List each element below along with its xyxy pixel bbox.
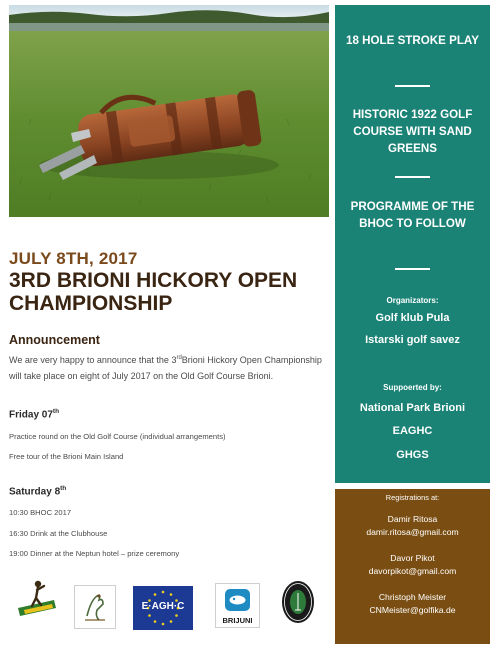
contact-email[interactable]: CNMeister@golfika.de bbox=[369, 605, 456, 615]
supporters-label: Suppoerted by: bbox=[383, 383, 442, 392]
eaghc-logo-text: E·AGH·C bbox=[141, 601, 185, 612]
organizers-label: Organizators: bbox=[386, 296, 439, 305]
saturday-item: 10:30 BHOC 2017 bbox=[9, 508, 72, 517]
saturday-item: 16:30 Drink at the Clubhouse bbox=[9, 529, 108, 538]
organizer-name: Istarski golf savez bbox=[365, 334, 460, 346]
divider bbox=[395, 268, 430, 270]
contact-email[interactable]: damir.ritosa@gmail.com bbox=[366, 527, 459, 537]
event-title: 3RD BRIONI HICKORY OPEN CHAMPIONSHIP bbox=[9, 269, 298, 315]
supporter-name: GHGS bbox=[396, 449, 429, 461]
event-date: JULY 8TH, 2017 bbox=[9, 249, 138, 268]
brijuni-logo-text: BRIJUNI bbox=[222, 616, 253, 625]
saturday-item: 19:00 Dinner at the Neptun hotel – prize ceremony bbox=[9, 549, 180, 558]
feature-programme: PROGRAMME OF THE BHOC TO FOLLOW bbox=[350, 200, 475, 230]
contact-name: Christoph Meister bbox=[378, 592, 447, 602]
divider bbox=[395, 85, 430, 87]
supporter-name: EAGHC bbox=[392, 425, 433, 437]
golf-klub-pula-logo bbox=[14, 578, 60, 620]
eaghc-logo bbox=[133, 586, 193, 630]
announcement-heading: Announcement bbox=[9, 333, 100, 347]
organizer-name: Golf klub Pula bbox=[375, 312, 450, 324]
features-panel bbox=[335, 5, 490, 483]
friday-item: Free tour of the Brioni Main Island bbox=[9, 452, 124, 461]
brijuni-logo bbox=[215, 583, 260, 628]
feature-historic-course: HISTORIC 1922 GOLF COURSE WITH SAND GREENS bbox=[352, 108, 473, 155]
divider bbox=[395, 176, 430, 178]
registrations-panel bbox=[335, 489, 490, 644]
registrations-label: Registrations at: bbox=[385, 493, 440, 502]
istarski-golf-savez-logo bbox=[74, 585, 116, 629]
announcement-text: We are very happy to announce that the 3rdBrioni Hickory Open Championship will take place on eight of July 2017 on the Old Golf Course Brioni. bbox=[9, 355, 322, 381]
contact-name: Davor Pikot bbox=[390, 553, 435, 563]
friday-item: Practice round on the Old Golf Course (individual arrangements) bbox=[9, 432, 226, 441]
hero-photo bbox=[9, 5, 329, 217]
ghgs-logo bbox=[281, 580, 315, 624]
golf-bag-image bbox=[9, 5, 329, 217]
supporter-name: National Park Brioni bbox=[359, 402, 466, 414]
saturday-heading: Saturday 8th bbox=[9, 485, 67, 498]
contact-name: Damir Ritosa bbox=[387, 514, 438, 524]
contact-email[interactable]: davorpikot@gmail.com bbox=[368, 566, 457, 576]
feature-stroke-play: 18 HOLE STROKE PLAY bbox=[346, 34, 479, 47]
friday-heading: Friday 07th bbox=[9, 408, 60, 421]
